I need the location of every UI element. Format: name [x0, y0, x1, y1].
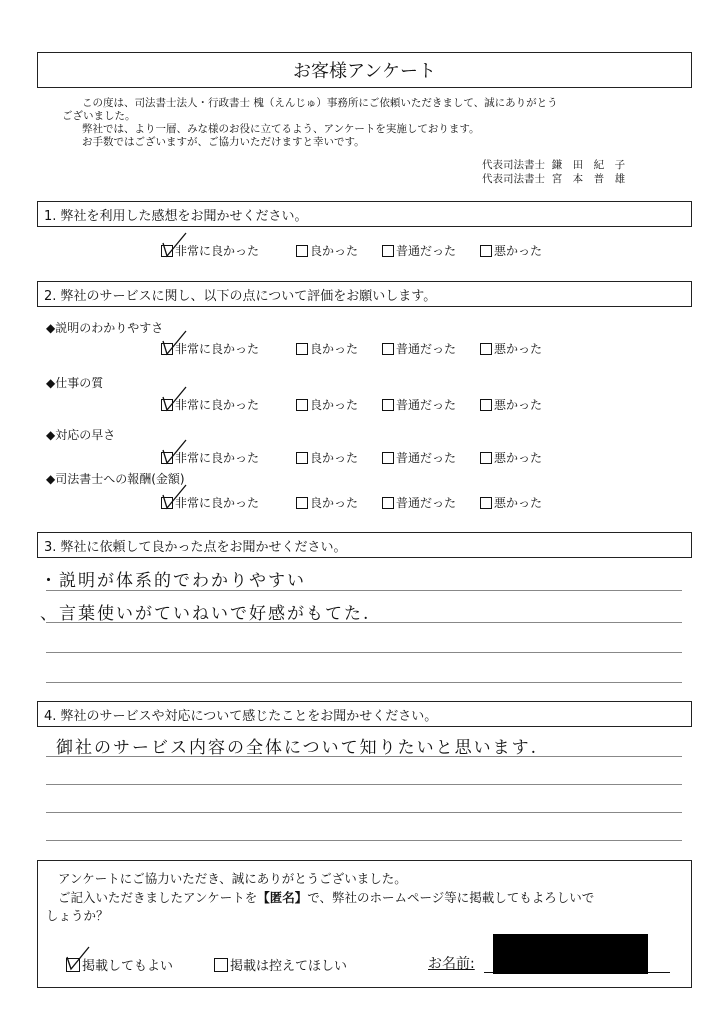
option-label: 普通だった [396, 398, 457, 412]
option-3[interactable] [382, 242, 456, 259]
question-2-header: 2. 弊社のサービスに関し、以下の点について評価をお願いします。 [37, 281, 692, 307]
q2-item-label: ◆説明のわかりやすさ [46, 321, 164, 335]
checkbox[interactable] [480, 343, 492, 355]
checkbox[interactable] [480, 452, 492, 464]
checkbox[interactable] [296, 343, 308, 355]
option-4[interactable] [480, 340, 542, 357]
redacted-name [493, 934, 648, 974]
representatives [482, 158, 625, 186]
option-label: 良かった [310, 451, 359, 465]
option-label: 良かった [310, 244, 359, 258]
checkbox[interactable] [382, 343, 394, 355]
option-label: 普通だった [396, 342, 457, 356]
option-label: 非常に良かった [175, 496, 260, 510]
question-4-header: 4. 弊社のサービスや対応について感じたことをお聞かせください。 [37, 701, 692, 727]
check-mark-icon [160, 484, 190, 514]
check-mark-icon [65, 945, 95, 975]
intro-text [62, 97, 688, 149]
q1-options [161, 242, 542, 259]
check-mark-icon [160, 330, 190, 360]
checkbox[interactable] [214, 958, 228, 972]
checkbox[interactable] [296, 497, 308, 509]
q2-item-label: ◆仕事の質 [46, 376, 104, 390]
rep-role: 代表司法書士 [482, 159, 545, 171]
option-2[interactable] [296, 494, 358, 511]
q2-item-label: ◆対応の早さ [46, 428, 116, 442]
checkbox[interactable] [296, 399, 308, 411]
rep-name: 鎌 田 紀 子 [551, 159, 626, 171]
option-1[interactable] [161, 449, 259, 466]
checkbox[interactable] [161, 343, 173, 355]
q2-item4-options [161, 494, 542, 511]
answer-line [46, 622, 682, 623]
consent-yes-option[interactable]: 掲載してもよい [66, 955, 173, 974]
option-label: 非常に良かった [175, 244, 260, 258]
checkbox[interactable] [296, 245, 308, 257]
option-label: 非常に良かった [175, 451, 260, 465]
checkbox[interactable] [382, 452, 394, 464]
option-label: 悪かった [494, 496, 543, 510]
option-label: 非常に良かった [175, 342, 260, 356]
q2-item3-options [161, 449, 542, 466]
option-3[interactable] [382, 449, 456, 466]
survey-title: お客様アンケート [37, 52, 692, 88]
option-label: 良かった [310, 496, 359, 510]
check-mark-icon [160, 439, 190, 469]
option-label: 普通だった [396, 451, 457, 465]
answer-line [46, 840, 682, 841]
question-1-header: 1. 弊社を利用した感想をお聞かせください。 [37, 201, 692, 227]
option-2[interactable] [296, 340, 358, 357]
option-label: 普通だった [396, 244, 457, 258]
rep-role: 代表司法書士 [482, 173, 545, 185]
checkbox[interactable] [161, 399, 173, 411]
answer-line [46, 590, 682, 591]
answer-line [46, 682, 682, 683]
intro-line: 弊社では、より一層、みな様のお役に立てるよう、アンケートを実施しております。 [82, 123, 480, 135]
q2-item1-options [161, 340, 542, 357]
intro-line: ございました。 [62, 110, 136, 122]
consent-no-option[interactable]: 掲載は控えてほしい [214, 955, 347, 974]
option-1[interactable] [161, 494, 259, 511]
option-4[interactable] [480, 396, 542, 413]
check-mark-icon [160, 386, 190, 416]
checkbox[interactable] [382, 245, 394, 257]
intro-line: お手数ではございますが、ご協力いただけますと幸いです。 [82, 136, 365, 148]
option-1[interactable] [161, 396, 259, 413]
option-2[interactable] [296, 449, 358, 466]
option-label: 非常に良かった [175, 398, 260, 412]
question-3-header: 3. 弊社に依頼して良かった点をお聞かせください。 [37, 532, 692, 558]
q2-item-label: ◆司法書士への報酬(金額) [46, 472, 185, 486]
answer-line [46, 812, 682, 813]
option-1[interactable] [161, 242, 259, 259]
option-2[interactable] [296, 396, 358, 413]
checkbox[interactable] [480, 245, 492, 257]
handwritten-answer: 、言葉使いがていねいで好感がもてた. [40, 604, 371, 624]
option-3[interactable] [382, 494, 456, 511]
option-4[interactable] [480, 242, 542, 259]
answer-line [46, 784, 682, 785]
consent-question: ご記入いただきましたアンケートを【匿名】で、弊社のホームページ等に掲載してもよろしいで しょうか？ [46, 890, 595, 923]
option-label: 悪かった [494, 451, 543, 465]
option-3[interactable] [382, 340, 456, 357]
option-label: 良かった [310, 398, 359, 412]
option-4[interactable] [480, 449, 542, 466]
option-label: 悪かった [494, 398, 543, 412]
name-label: お名前: [428, 956, 475, 972]
option-label: 悪かった [494, 342, 543, 356]
option-3[interactable] [382, 396, 456, 413]
option-label: 悪かった [494, 244, 543, 258]
checkbox[interactable] [382, 399, 394, 411]
checkbox[interactable] [161, 452, 173, 464]
handwritten-answer: 御社のサービス内容の全体について知りたいと思います. [56, 738, 539, 758]
checkbox[interactable] [161, 497, 173, 509]
handwritten-answer: ・説明が体系的でわかりやすい [40, 571, 306, 591]
answer-line [46, 756, 682, 757]
checkbox[interactable] [480, 399, 492, 411]
checkbox[interactable] [382, 497, 394, 509]
thanks-text: アンケートにご協力いただき、誠にありがとうございました。 [58, 871, 407, 886]
option-label: 良かった [310, 342, 359, 356]
checkbox[interactable] [66, 958, 80, 972]
option-label: 普通だった [396, 496, 457, 510]
option-2[interactable] [296, 242, 358, 259]
rep-name: 宮 本 普 雄 [551, 173, 626, 185]
answer-line [46, 652, 682, 653]
checkbox[interactable] [296, 452, 308, 464]
q2-item2-options [161, 396, 542, 413]
check-mark-icon [160, 232, 190, 262]
checkbox[interactable] [161, 245, 173, 257]
option-4[interactable] [480, 494, 542, 511]
checkbox[interactable] [480, 497, 492, 509]
option-1[interactable] [161, 340, 259, 357]
intro-line: この度は、司法書士法人・行政書士 槐（えんじゅ）事務所にご依頼いただきまして、誠にありがとう [82, 97, 558, 109]
